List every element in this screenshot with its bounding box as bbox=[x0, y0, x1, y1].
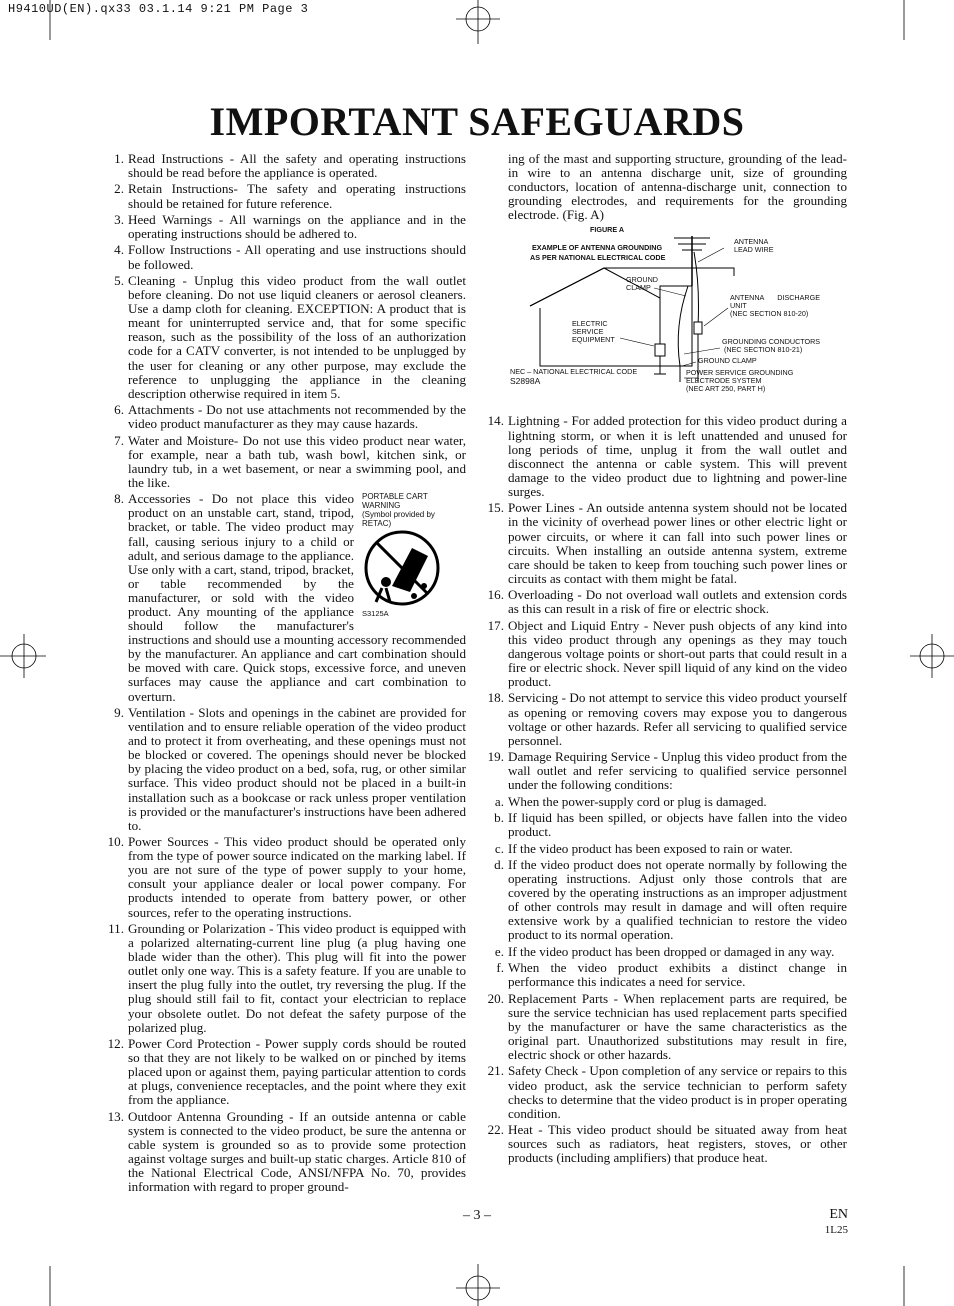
figure-label-grounding-section: (NEC SECTION 810-21) bbox=[724, 345, 803, 355]
list-item: 14. Lightning - For added protection for this video product during a lightning storm, or when it is left unattended and unused for long periods of time, unplug it from the wall outlet and disconnect the antenna or cable system. This will prevent damage to the video product due to lightning and power-line surges. bbox=[487, 413, 847, 499]
list-subitem: f. When the video product exhibits a distinct change in performance this indicates a need for service. bbox=[496, 960, 847, 990]
list-item: 15. Power Lines - An outside antenna system should not be located in the vicinity of overhead power lines or other electric light or power circuits, or where it can fall into such power lines or circuits. When installing an outside antenna system, extreme care should be taken to keep from touching such power lines or circuits as contact with them might be fatal. bbox=[487, 500, 847, 586]
list-item: 13. Outdoor Antenna Grounding - If an outside antenna or cable system is connected to the video product, be sure the antenna or cable system is grounded so as to provide some protection against voltage surges and built-up static charges. Article 810 of the National Electrical Code, ANSI/NFPA No. 70, provides information with regard to proper ground- bbox=[107, 1108, 466, 1195]
cart-warning-code: S3125A bbox=[362, 609, 389, 619]
list-item: 5. Cleaning - Unplug this video product from the wall outlet before cleaning. Do not use liquid cleaners or aerosol cleaners. Use a damp cloth for cleaning. EXCEPTION: A product that is meant for uninterrupted service and, that for some specific reason, such as the possibility of the loss of an authorization code for a CATV converter, is not intended to be unplugged by the user for cleaning or any other purpose, may exclude the reference to unplugging the appliance in the cleaning description otherwise required in item 5. bbox=[114, 272, 466, 401]
document-code: 1L25 bbox=[824, 1224, 848, 1236]
left-column bbox=[104, 152, 466, 1197]
list-item: 1. Read Instructions - All the safety and operating instructions should be read before the appliance is operated. bbox=[114, 151, 466, 181]
figure-label-nec-art: (NEC ART 250, PART H) bbox=[686, 384, 766, 394]
list-item-continuation: ing of the mast and supporting structure, grounding of the lead-in wire to an antenna discharge unit, size of grounding conductors, location of antenna-discharge unit, connection to grounding electrodes, and requirements for the grounding electrode. (Fig. A) bbox=[508, 151, 847, 223]
list-item: 2. Retain Instructions- The safety and operating instructions should be retained for future reference. bbox=[114, 181, 466, 211]
figure-label-power-service: POWER SERVICE GROUNDING bbox=[686, 368, 794, 378]
list-item: 22. Heat - This video product should be situated away from heat sources such as radiators, heat registers, stoves, or other products (including amplifiers) that produce heat. bbox=[487, 1122, 847, 1166]
page-number: – 3 – bbox=[463, 1208, 491, 1223]
list-item: 11. Grounding or Polarization - This video product is equipped with a polarized alternating-current line plug (a plug having one blade wider than the other). This plug will fit into the power outlet only one way. This is a safety feature. If you are unable to insert the plug fully into the outlet, try reversing the plug. If the plug should still fail to fit, contact your electrician to replace your obsolete outlet. Do not defeat the safety purpose of the polarized plug. bbox=[108, 920, 466, 1035]
figure-label-nec: NEC – NATIONAL ELECTRICAL CODE bbox=[510, 367, 638, 377]
list-subitem: e. If the video product has been dropped or damaged in any way. bbox=[494, 943, 835, 959]
figure-label-ground-clamp-bottom: GROUND CLAMP bbox=[698, 356, 757, 366]
list-item: 7. Water and Moisture- Do not use this video product near water, for example, near a bath tub, wash bowl, kitchen sink, or laundry tub, in a wet basement, or near a swimming pool, and the like. bbox=[114, 432, 466, 490]
list-item: 4. Follow Instructions - All operating and use instructions should be followed. bbox=[114, 242, 466, 272]
list-subitem: b. If liquid has been spilled, or objects have fallen into the video product. bbox=[494, 810, 847, 840]
list-item: 18. Servicing - Do not attempt to service this video product yourself as opening or removing covers may expose you to dangerous voltage or other hazards. Refer all servicing to qualified service personnel. bbox=[487, 690, 847, 748]
list-item: 17. Object and Liquid Entry - Never push objects of any kind into this video product through any openings as they may touch dangerous voltage points or short-out parts that could result in a fire or electric shock. Never spill liquid of any kind on the video product. bbox=[487, 617, 847, 690]
list-item: 8. PORTABLE CART WARNING (Symbol provided by RETAC) S3125A Accessories - Do not place this video product on an unstable cart, stand, tripod, bracket, or table. The video product may fall, causing serious injury to a child or adult, and serious damage to the appliance. Use only with a cart, stand, tripod, bracket, or table recommended by the manufacturer, or sold with the video product. Any mounting of the appliance should follow the manufacturer's instructions and should use a mounting accessory recommended by the manufacturer. An appliance and cart combination should be moved with care. Quick stops, excessive force, and uneven surfaces may cause the appliance and cart combination to overturn. bbox=[114, 491, 466, 704]
right-column bbox=[484, 152, 847, 1168]
figure-heading-1: EXAMPLE OF ANTENNA GROUNDING bbox=[532, 243, 663, 253]
list-subitem: a. When the power-supply cord or plug is damaged. bbox=[494, 793, 767, 809]
figure-label-electrode-system: ELECTRODE SYSTEM bbox=[686, 376, 762, 386]
figure-label-grounding-conductors: GROUNDING CONDUCTORS bbox=[722, 337, 821, 347]
figure-heading-2: AS PER NATIONAL ELECTRICAL CODE bbox=[530, 253, 666, 263]
list-item: 9. Ventilation - Slots and openings in the cabinet are provided for ventilation and to ensure reliable operation of the video product and to protect it from overheating, and these openings must not be blocked or covered. The openings should never be blocked by placing the video product on a bed, sofa, rug, or other similar surface. This video product should not be placed in a built-in installation such as a bookcase or rack unless proper ventilation is provided or the manufacturer's instructions have been adhered to. bbox=[114, 704, 466, 833]
figure-label-discharge-unit: ANTENNA DISCHARGE UNIT bbox=[730, 293, 820, 311]
list-subitem: c. If the video product has been exposed to rain or water. bbox=[494, 840, 793, 856]
file-slug: H9410UD(EN).qx33 03.1.14 9:21 PM Page 3 bbox=[8, 2, 309, 16]
list-item: 20. Replacement Parts - When replacement parts are required, be sure the service technician has used replacement parts specified by the manufacturer or have the same characteristics as the original part. Unauthorized substitutions may result in fire, electric shock or other hazards. bbox=[487, 990, 847, 1063]
list-item: 12. Power Cord Protection - Power supply cords should be routed so that they are not likely to be walked on or pinched by items placed upon or against them, paying particular attention to cords at plugs, convenience receptacles, and the point where they exit from the appliance. bbox=[107, 1035, 466, 1108]
list-item: 6. Attachments - Do not use attachments not recommended by the video product manufacturer as they may cause hazards. bbox=[114, 402, 466, 432]
figure-code: S2898A bbox=[510, 376, 541, 387]
cart-warning-subtitle: (Symbol provided by RETAC) bbox=[362, 510, 435, 529]
cart-warning-figure bbox=[362, 492, 466, 618]
figure-label-discharge-section: (NEC SECTION 810-20) bbox=[730, 309, 809, 319]
cart-warning-icon bbox=[362, 528, 458, 606]
page-title: IMPORTANT SAFEGUARDS bbox=[209, 99, 745, 144]
language-code: EN bbox=[829, 1207, 848, 1222]
list-item: 3. Heed Warnings - All warnings on the appliance and in the operating instructions should be adhered to. bbox=[114, 211, 466, 242]
figure-title: FIGURE A bbox=[590, 225, 625, 235]
list-item: 16. Overloading - Do not overload wall outlets and extension cords as this can result in a risk of fire or electric shock. bbox=[487, 587, 847, 617]
cart-warning-title: PORTABLE CART WARNING bbox=[362, 492, 428, 511]
list-item: 21. Safety Check - Upon completion of any service or repairs to this video product, ask the service technician to perform safety checks to determine that the video product is in proper operating condition. bbox=[487, 1063, 847, 1121]
list-item: 10. Power Sources - This video product should be operated only from the type of power source indicated on the marking label. If you are not sure of the type of power supply to your home, consult your appliance dealer or local power company. For products intended to operate from battery power, or other sources, refer to the operating instructions. bbox=[107, 834, 466, 920]
antenna-grounding-figure bbox=[484, 226, 847, 406]
list-subitem: d. If the video product does not operate normally by following the operating instructions. Adjust only those controls that are covered by the operating instructions as an improper adjustment of other controls may result in damage and will often require extensive work by a qualified technician to restore the video product to its normal operation. bbox=[494, 856, 847, 943]
list-item: 19. Damage Requiring Service - Unplug this video product from the wall outlet and refer servicing to qualified service personnel under the following conditions: bbox=[487, 749, 847, 793]
figure-label-antenna-lead: ANTENNA LEAD WIRE bbox=[734, 237, 774, 255]
figure-label-ground-clamp-top: GROUND CLAMP bbox=[626, 275, 658, 293]
figure-label-electric-service: ELECTRIC SERVICE EQUIPMENT bbox=[572, 319, 615, 345]
